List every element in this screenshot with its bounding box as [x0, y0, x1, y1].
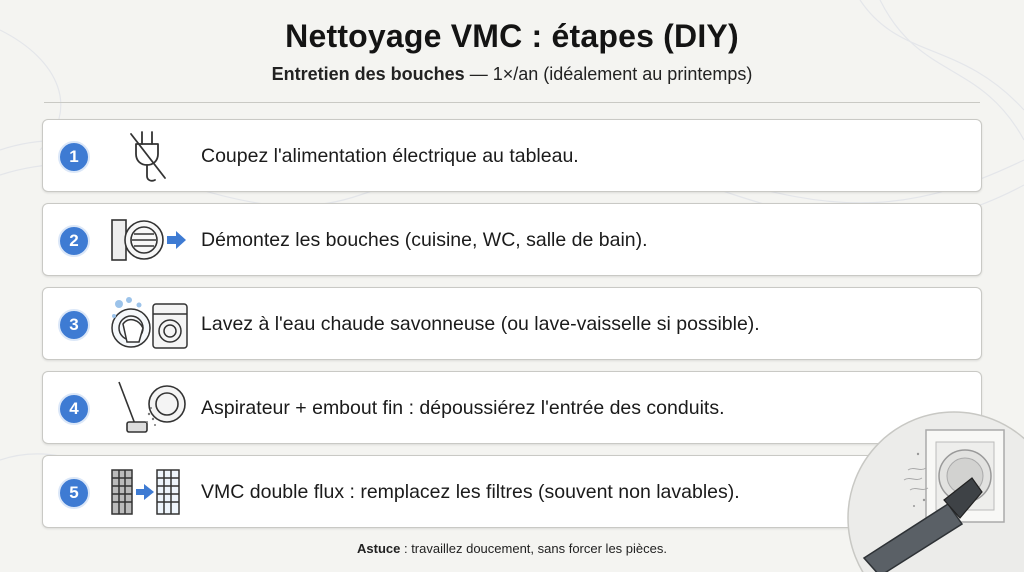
washing-icon: [109, 294, 189, 354]
tip-label: Astuce: [357, 541, 401, 556]
step-text: Coupez l'alimentation électrique au tableau.: [201, 145, 579, 167]
page-subtitle: [0, 64, 1024, 85]
vent-removal-icon: [109, 210, 189, 270]
page-title: Nettoyage VMC : étapes (DIY): [285, 18, 739, 54]
tip-text: : travaillez doucement, sans forcer les pièces.: [400, 541, 667, 556]
step-text: Démontez les bouches (cuisine, WC, salle de bain).: [201, 229, 648, 251]
subtitle-rest: — 1×/an (idéalement au printemps): [464, 64, 753, 84]
vacuum-icon: [109, 378, 189, 438]
filter-replace-icon: [109, 462, 189, 522]
unplug-icon: [109, 126, 189, 186]
step-card-3: [42, 287, 982, 360]
step-number-badge: 4: [58, 393, 90, 425]
step-number-badge: 1: [58, 141, 90, 173]
step-card-1: [42, 119, 982, 192]
vacuum-vent-illustration: [844, 408, 1024, 572]
step-card-5: [42, 455, 982, 528]
step-text: Aspirateur + embout fin : dépoussiérez l'entrée des conduits.: [201, 397, 725, 419]
subtitle-strong: Entretien des bouches: [271, 64, 465, 84]
step-card-4: [42, 371, 982, 444]
step-card-2: [42, 203, 982, 276]
step-number-badge: 3: [58, 309, 90, 341]
step-number-badge: 2: [58, 225, 90, 257]
step-text: Lavez à l'eau chaude savonneuse (ou lave-vaisselle si possible).: [201, 313, 760, 335]
step-text: VMC double flux : remplacez les filtres (souvent non lavables).: [201, 481, 740, 503]
steps-list: [42, 119, 982, 539]
step-number-badge: 5: [58, 477, 90, 509]
divider: [44, 102, 980, 103]
